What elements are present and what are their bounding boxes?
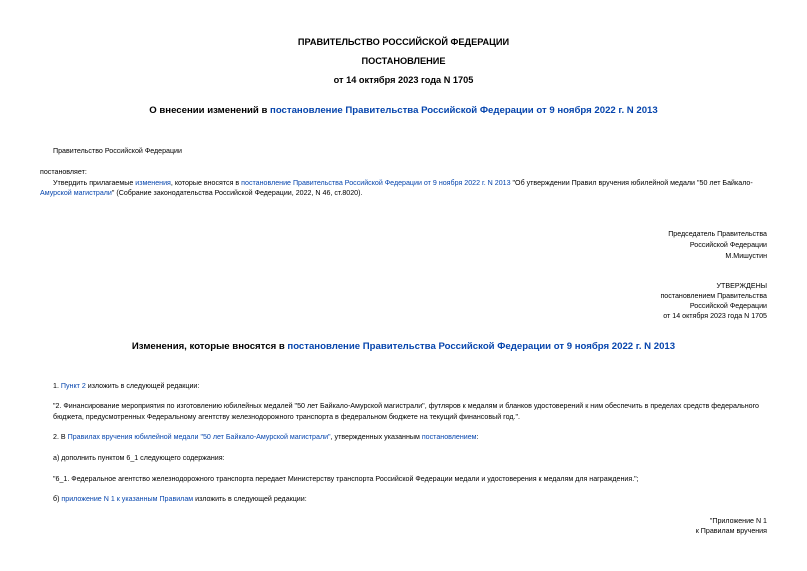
decree-reference-link[interactable]: постановлением (421, 433, 477, 441)
item-2b (53, 494, 307, 504)
decrees-text: постановляет: (40, 168, 87, 176)
appendix-line-2: к Правилам вручения (695, 527, 767, 535)
appendix-link[interactable]: приложение N 1 к указанным Правилам (61, 495, 194, 503)
clause-line-1 (53, 178, 753, 188)
rules-link[interactable]: Правилах вручения юбилейной медали "50 лет Байкало-Амурской магистрали" (67, 433, 331, 441)
item-1-number: 1. (53, 382, 61, 390)
changes-link[interactable]: изменения (135, 179, 171, 187)
changes-title-prefix: Изменения, которые вносятся в (131, 341, 288, 352)
document-title (0, 105, 807, 116)
item-1-text: изложить в следующей редакции: (85, 382, 200, 390)
approved-line-2: постановлением Правительства (660, 292, 767, 300)
item-2-end: : (476, 433, 479, 441)
item-2-text: , утвержденных указанным (330, 433, 422, 441)
item-1 (53, 381, 199, 391)
approved-line-4: от 14 октября 2023 года N 1705 (663, 312, 767, 320)
government-heading: ПРАВИТЕЛЬСТВО РОССИЙСКОЙ ФЕДЕРАЦИИ (297, 37, 510, 47)
signature-line-1: Председатель Правительства (668, 230, 767, 238)
clause-text-1: Утвердить прилагаемые (53, 179, 136, 187)
item-2-number: 2. В (53, 433, 68, 441)
title-decree-link[interactable]: постановление Правительства Российской Федерации от 9 ноября 2022 г. N 2013 (270, 105, 658, 116)
item-1-clause-link[interactable]: Пункт 2 (60, 382, 86, 390)
document-type-heading: ПОСТАНОВЛЕНИЕ (361, 56, 446, 66)
clause-medal-link[interactable]: Амурской магистрали (40, 189, 112, 197)
approved-line-1: УТВЕРЖДЕНЫ (716, 282, 767, 290)
item-2b-prefix: б) (53, 495, 62, 503)
appendix-line-1: "Приложение N 1 (709, 517, 767, 525)
quote-clause-2 (53, 401, 769, 422)
clause-decree-link[interactable]: постановление Правительства Российской Федерации от 9 ноября 2022 г. N 2013 (241, 179, 511, 187)
clause-text-2: , которые вносятся в (170, 179, 242, 187)
item-2a: а) дополнить пунктом 6_1 следующего содержания: (53, 454, 225, 462)
quote-clause-2-text: "2. Финансирование мероприятия по изготовлению юбилейных медалей "50 лет Байкало-Амурской магистрали", футляров к медалям и бланков удостоверений к ним обеспечить в пределах средств федерального бюджета, предусмотренных Федеральному агентству железнодорожного транспорта в федеральном бюджете на текущий финансовый год.". (53, 402, 759, 421)
clause-text-3: "Об утверждении Правил вручения юбилейной медали "50 лет Байкало- (510, 179, 753, 187)
signature-line-3: М.Мишустин (725, 252, 767, 260)
signature-line-2: Российской Федерации (689, 241, 767, 249)
clause-line-2 (40, 188, 362, 198)
document-title-prefix: О внесении изменений в (149, 105, 271, 116)
clause-text-5: " (Собрание законодательства Российской Федерации, 2022, N 46, ст.8020). (111, 189, 363, 197)
item-2b-text: изложить в следующей редакции: (193, 495, 307, 503)
quote-clause-6-1: "6_1. Федеральное агентство железнодорожного транспорта передает Министерству транспорта Российской Федерации медали и удостоверения к медалям для награждения."; (53, 475, 639, 483)
item-2 (53, 432, 479, 442)
issuer-text: Правительство Российской Федерации (53, 147, 182, 155)
document-date-number: от 14 октября 2023 года N 1705 (333, 75, 474, 85)
approved-line-3: Российской Федерации (689, 302, 767, 310)
changes-title-decree-link[interactable]: постановление Правительства Российской Федерации от 9 ноября 2022 г. N 2013 (287, 341, 676, 352)
changes-title (0, 341, 807, 352)
